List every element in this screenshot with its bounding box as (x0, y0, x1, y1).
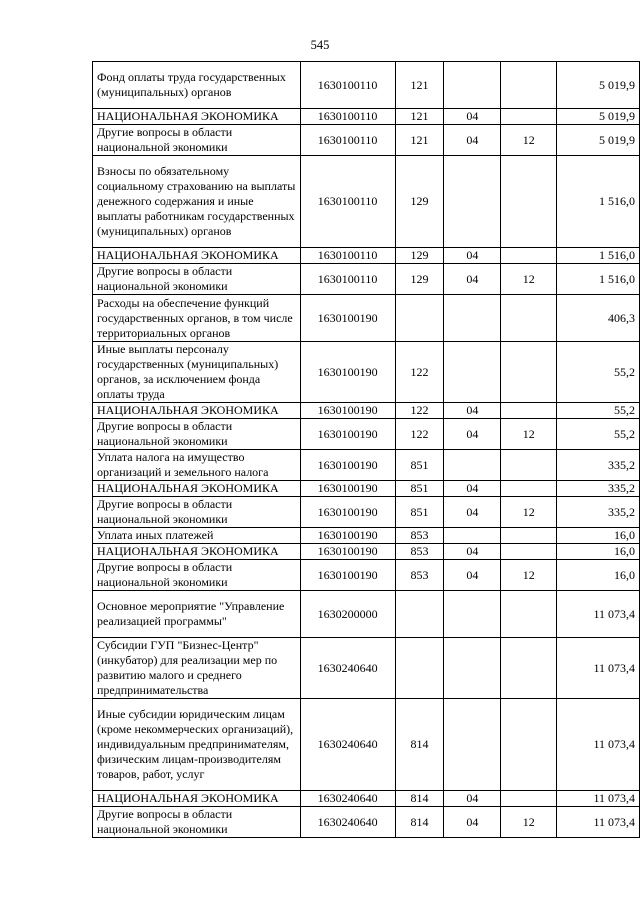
row-subsection: 12 (501, 264, 557, 295)
row-expense-type: 814 (395, 699, 444, 791)
row-section: 04 (444, 807, 501, 838)
row-section: 04 (444, 560, 501, 591)
row-section: 04 (444, 403, 501, 419)
row-amount: 11 073,4 (557, 807, 640, 838)
row-name: Уплата иных платежей (93, 528, 301, 544)
table-row (93, 248, 640, 264)
row-section (444, 295, 501, 342)
row-target-article: 1630100190 (300, 528, 395, 544)
row-target-article: 1630240640 (300, 791, 395, 807)
row-target-article: 1630100190 (300, 403, 395, 419)
row-subsection: 12 (501, 125, 557, 156)
table-row (93, 560, 640, 591)
row-name: НАЦИОНАЛЬНАЯ ЭКОНОМИКА (93, 248, 301, 264)
row-amount: 11 073,4 (557, 638, 640, 699)
row-name: Субсидии ГУП "Бизнес-Центр" (инкубатор) для реализации мер по развитию малого и среднего предпринимательства (93, 638, 301, 699)
row-section: 04 (444, 497, 501, 528)
row-expense-type: 122 (395, 419, 444, 450)
row-target-article: 1630100190 (300, 450, 395, 481)
table-row (93, 638, 640, 699)
row-expense-type (395, 591, 444, 638)
row-expense-type (395, 638, 444, 699)
row-amount: 5 019,9 (557, 109, 640, 125)
row-subsection (501, 342, 557, 403)
row-expense-type: 851 (395, 481, 444, 497)
row-section (444, 450, 501, 481)
table-row (93, 419, 640, 450)
row-expense-type (395, 295, 444, 342)
row-name: Другие вопросы в области национальной экономики (93, 560, 301, 591)
table-row (93, 450, 640, 481)
row-section: 04 (444, 481, 501, 497)
row-name: НАЦИОНАЛЬНАЯ ЭКОНОМИКА (93, 481, 301, 497)
table-row (93, 109, 640, 125)
table-row (93, 791, 640, 807)
row-subsection: 12 (501, 807, 557, 838)
row-target-article: 1630100190 (300, 295, 395, 342)
row-expense-type: 853 (395, 544, 444, 560)
row-subsection: 12 (501, 419, 557, 450)
row-name: Взносы по обязательному социальному страхованию на выплаты денежного содержания и иные выплаты работникам государственных (муниципальных) органов (93, 156, 301, 248)
row-name: Другие вопросы в области национальной экономики (93, 419, 301, 450)
table-row (93, 591, 640, 638)
row-subsection (501, 528, 557, 544)
row-subsection (501, 62, 557, 109)
row-amount: 1 516,0 (557, 156, 640, 248)
row-target-article: 1630100190 (300, 544, 395, 560)
row-section (444, 591, 501, 638)
row-amount: 16,0 (557, 560, 640, 591)
row-amount: 335,2 (557, 481, 640, 497)
row-subsection (501, 450, 557, 481)
row-section: 04 (444, 125, 501, 156)
row-name: Другие вопросы в области национальной экономики (93, 497, 301, 528)
table-row (93, 497, 640, 528)
row-section (444, 156, 501, 248)
row-expense-type: 129 (395, 248, 444, 264)
row-target-article: 1630100110 (300, 62, 395, 109)
row-subsection (501, 791, 557, 807)
row-expense-type: 853 (395, 560, 444, 591)
row-section: 04 (444, 109, 501, 125)
table-row (93, 156, 640, 248)
row-name: Иные субсидии юридическим лицам (кроме некоммерческих организаций), индивидуальным предпринимателям, физическим лицам-производителям товаров, работ, услуг (93, 699, 301, 791)
row-expense-type: 129 (395, 156, 444, 248)
row-target-article: 1630240640 (300, 699, 395, 791)
table-row (93, 62, 640, 109)
table-row (93, 125, 640, 156)
budget-table (92, 61, 640, 838)
row-amount: 11 073,4 (557, 591, 640, 638)
row-name: Уплата налога на имущество организаций и земельного налога (93, 450, 301, 481)
table-row (93, 481, 640, 497)
row-expense-type: 129 (395, 264, 444, 295)
row-section (444, 342, 501, 403)
row-amount: 55,2 (557, 419, 640, 450)
row-section (444, 528, 501, 544)
row-subsection: 12 (501, 560, 557, 591)
row-amount: 5 019,9 (557, 62, 640, 109)
row-amount: 5 019,9 (557, 125, 640, 156)
row-amount: 11 073,4 (557, 699, 640, 791)
row-amount: 1 516,0 (557, 248, 640, 264)
row-name: НАЦИОНАЛЬНАЯ ЭКОНОМИКА (93, 109, 301, 125)
row-subsection (501, 544, 557, 560)
row-subsection (501, 403, 557, 419)
row-amount: 1 516,0 (557, 264, 640, 295)
row-name: Другие вопросы в области национальной экономики (93, 807, 301, 838)
row-amount: 335,2 (557, 497, 640, 528)
table-row (93, 295, 640, 342)
row-target-article: 1630100110 (300, 109, 395, 125)
row-amount: 406,3 (557, 295, 640, 342)
row-subsection (501, 699, 557, 791)
row-subsection (501, 638, 557, 699)
row-target-article: 1630100190 (300, 497, 395, 528)
row-amount: 55,2 (557, 342, 640, 403)
row-target-article: 1630100110 (300, 156, 395, 248)
row-amount: 335,2 (557, 450, 640, 481)
row-name: Другие вопросы в области национальной экономики (93, 264, 301, 295)
row-subsection (501, 248, 557, 264)
row-expense-type: 121 (395, 62, 444, 109)
table-row (93, 807, 640, 838)
row-section: 04 (444, 544, 501, 560)
row-amount: 16,0 (557, 544, 640, 560)
row-section (444, 699, 501, 791)
row-subsection (501, 481, 557, 497)
row-name: Основное мероприятие "Управление реализацией программы" (93, 591, 301, 638)
row-name: Иные выплаты персоналу государственных (муниципальных) органов, за исключением фонда оплаты труда (93, 342, 301, 403)
row-section (444, 638, 501, 699)
row-target-article: 1630100110 (300, 125, 395, 156)
row-amount: 16,0 (557, 528, 640, 544)
table-row (93, 342, 640, 403)
page-number: 545 (310, 38, 330, 52)
row-section: 04 (444, 248, 501, 264)
table-row (93, 699, 640, 791)
row-expense-type: 121 (395, 109, 444, 125)
row-subsection (501, 156, 557, 248)
row-target-article: 1630100110 (300, 264, 395, 295)
row-subsection: 12 (501, 497, 557, 528)
row-target-article: 1630100110 (300, 248, 395, 264)
row-target-article: 1630240640 (300, 807, 395, 838)
row-subsection (501, 295, 557, 342)
row-target-article: 1630240640 (300, 638, 395, 699)
row-name: Расходы на обеспечение функций государственных органов, в том числе территориальных органов (93, 295, 301, 342)
row-expense-type: 814 (395, 791, 444, 807)
row-section (444, 62, 501, 109)
row-target-article: 1630100190 (300, 481, 395, 497)
row-expense-type: 122 (395, 403, 444, 419)
row-target-article: 1630200000 (300, 591, 395, 638)
table-row (93, 544, 640, 560)
row-name: НАЦИОНАЛЬНАЯ ЭКОНОМИКА (93, 791, 301, 807)
row-name: НАЦИОНАЛЬНАЯ ЭКОНОМИКА (93, 544, 301, 560)
row-name: Фонд оплаты труда государственных (муниципальных) органов (93, 62, 301, 109)
table-row (93, 403, 640, 419)
table-row (93, 264, 640, 295)
row-name: Другие вопросы в области национальной экономики (93, 125, 301, 156)
row-subsection (501, 591, 557, 638)
row-expense-type: 851 (395, 497, 444, 528)
row-amount: 55,2 (557, 403, 640, 419)
row-target-article: 1630100190 (300, 560, 395, 591)
row-target-article: 1630100190 (300, 419, 395, 450)
row-amount: 11 073,4 (557, 791, 640, 807)
row-section: 04 (444, 791, 501, 807)
row-expense-type: 121 (395, 125, 444, 156)
row-expense-type: 814 (395, 807, 444, 838)
row-section: 04 (444, 264, 501, 295)
table-row (93, 528, 640, 544)
row-section: 04 (444, 419, 501, 450)
row-expense-type: 853 (395, 528, 444, 544)
row-target-article: 1630100190 (300, 342, 395, 403)
row-subsection (501, 109, 557, 125)
row-name: НАЦИОНАЛЬНАЯ ЭКОНОМИКА (93, 403, 301, 419)
row-expense-type: 851 (395, 450, 444, 481)
row-expense-type: 122 (395, 342, 444, 403)
